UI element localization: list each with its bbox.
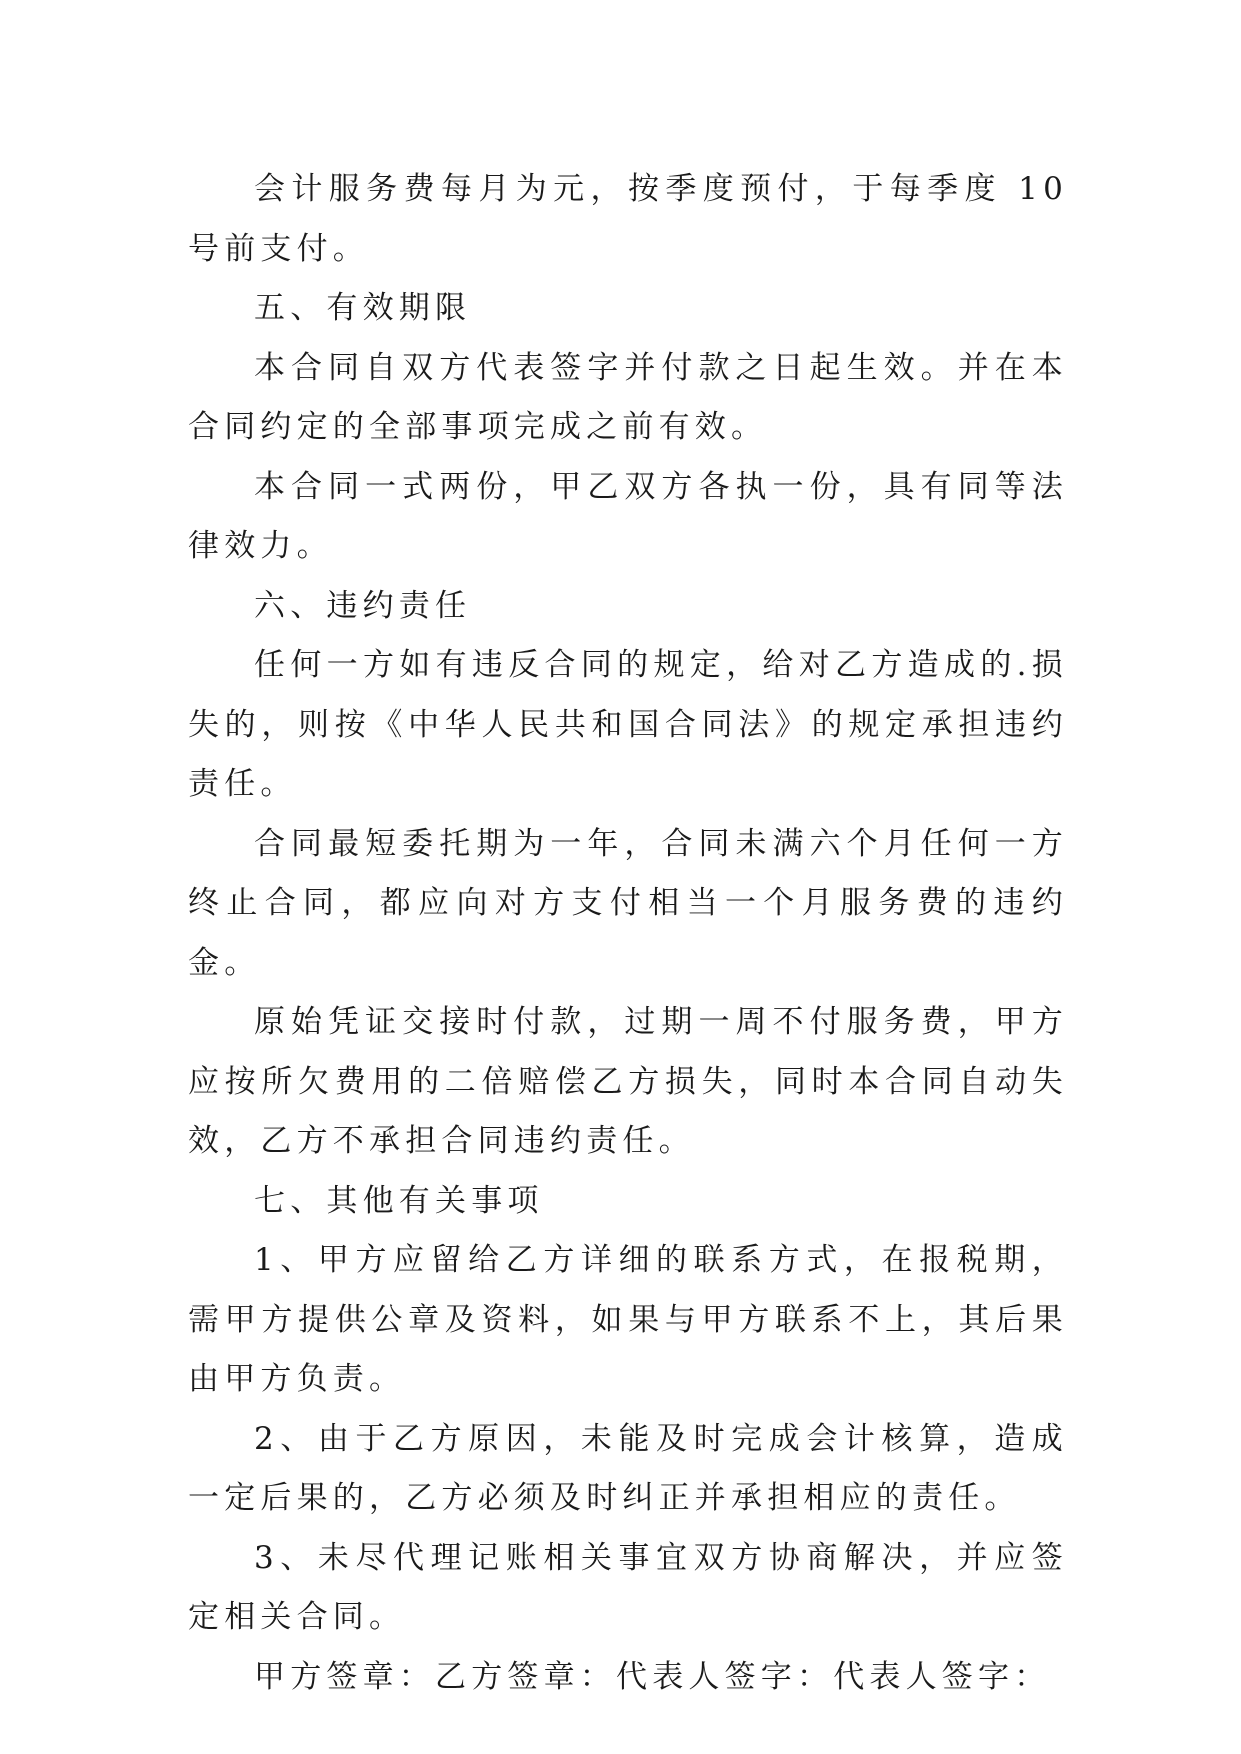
paragraph-late-payment: 原始凭证交接时付款，过期一周不付服务费，甲方应按所欠费用的二倍赔偿乙方损失，同时本合同自动失效，乙方不承担合同违约责任。 (188, 1004, 1068, 1159)
paragraph-copies: 本合同一式两份，甲乙双方各执一份，具有同等法律效力。 (188, 468, 1068, 564)
paragraph-effective-date: 本合同自双方代表签字并付款之日起生效。并在本合同约定的全部事项完成之前有效。 (188, 349, 1068, 445)
paragraph-service-fee: 会计服务费每月为元，按季度预付，于每季度 10 号前支付。 (188, 171, 1068, 267)
section-heading-other-matters: 七、其他有关事项 (254, 1182, 544, 1219)
section-heading-validity: 五、有效期限 (254, 290, 472, 326)
signature-line: 甲方签章：乙方签章：代表人签字：代表人签字： (254, 1658, 1051, 1695)
paragraph-breach: 任何一方如有违反合同的规定，给对乙方造成的.损失的，则按《中华人民共和国合同法》的规定承担违约责任。 (188, 647, 1068, 802)
paragraph-item-1: 1、甲方应留给乙方详细的联系方式，在报税期，需甲方提供公章及资料，如果与甲方联系不上，其后果由甲方负责。 (188, 1242, 1068, 1397)
paragraph-minimum-term: 合同最短委托期为一年，合同未满六个月任何一方终止合同，都应向对方支付相当一个月服务费的违约金。 (188, 825, 1068, 981)
section-heading-liability: 六、违约责任 (254, 587, 472, 624)
paragraph-item-2: 2、由于乙方原因，未能及时完成会计核算，造成一定后果的，乙方必须及时纠正并承担相应的责任。 (188, 1420, 1068, 1516)
document-body (188, 160, 1068, 1707)
paragraph-item-3: 3、未尽代理记账相关事宜双方协商解决，并应签定相关合同。 (188, 1539, 1068, 1635)
